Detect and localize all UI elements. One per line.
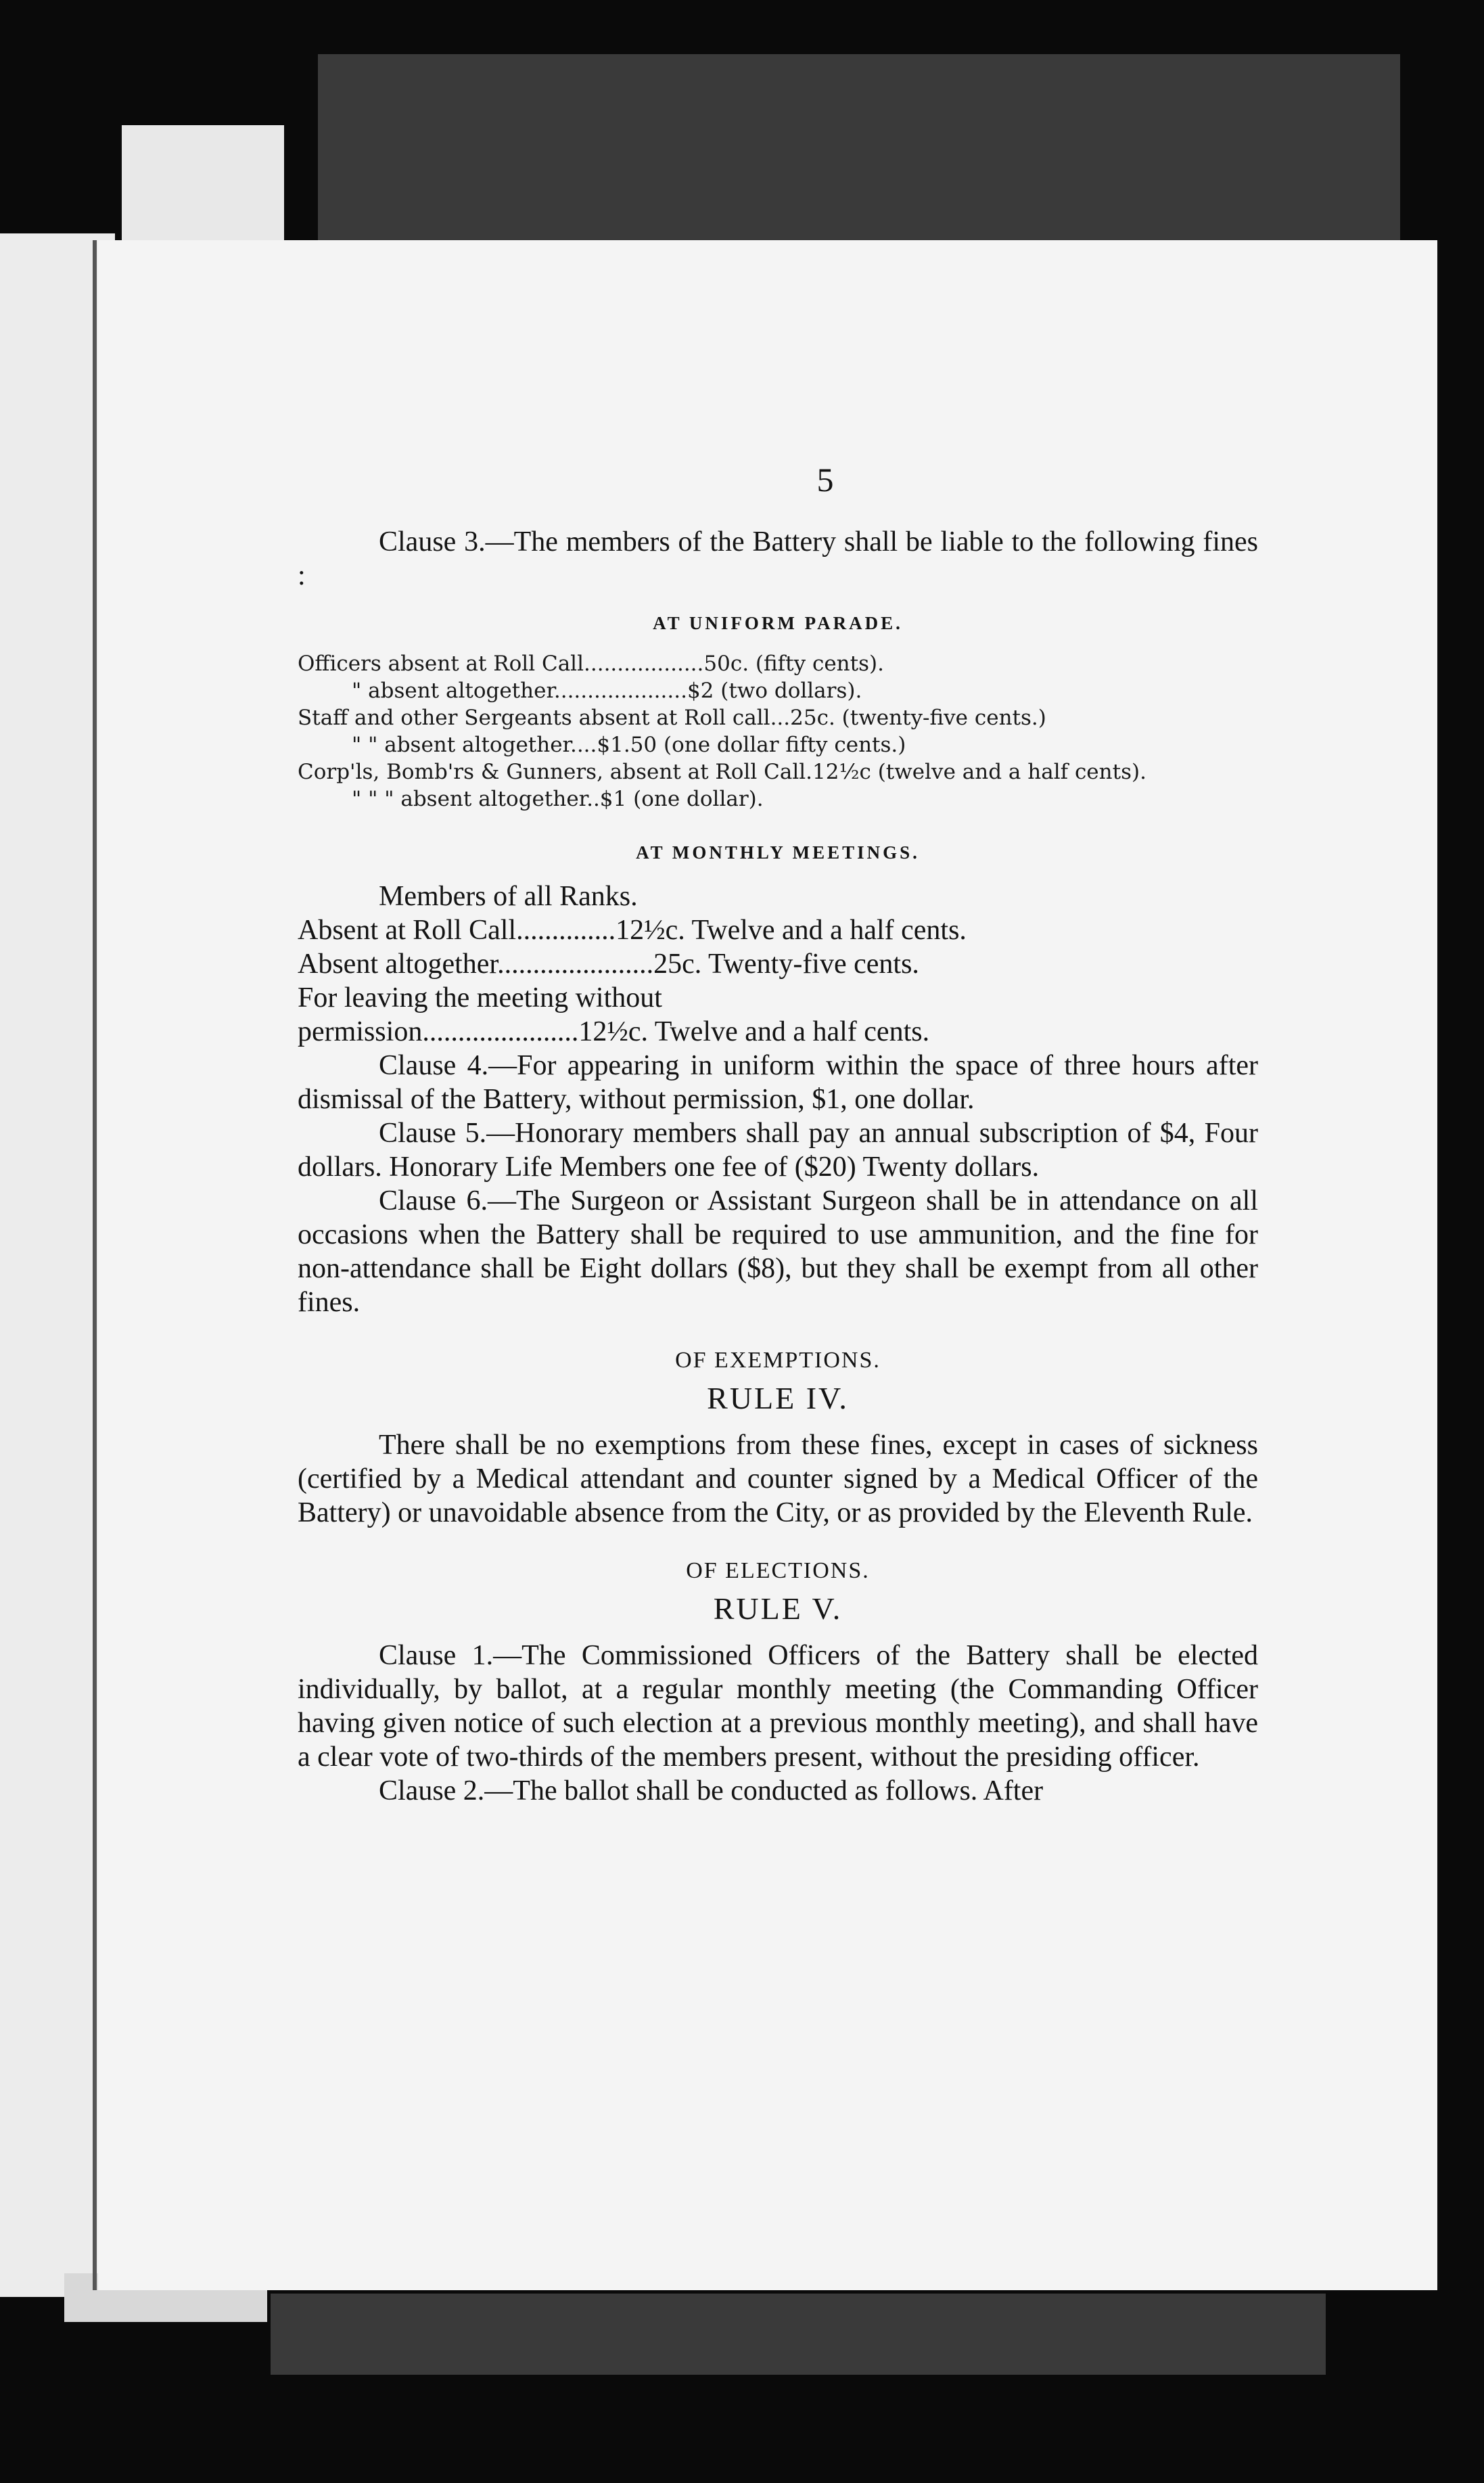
clause5: Clause 5.—Honorary members shall pay an annual subscription of $4, Four dollars. Honorary Life Members one fee of ($20) Twenty dollars. bbox=[298, 1118, 1258, 1183]
monthly-fine-line: For leaving the meeting without bbox=[298, 982, 662, 1013]
monthly-fine-line: Absent altogether......................25c. Twenty-five cents. bbox=[298, 949, 919, 980]
rule5-heading: RULE V. bbox=[713, 1591, 843, 1626]
exemptions-heading: OF EXEMPTIONS. bbox=[675, 1348, 881, 1373]
monthly-fine-line: Absent at Roll Call..............12½c. Twelve and a half cents. bbox=[298, 915, 967, 946]
backdrop-top bbox=[318, 54, 1400, 257]
backdrop-bottom bbox=[271, 2294, 1326, 2375]
page-number: 5 bbox=[816, 461, 834, 499]
rule5-clause2: Clause 2.—The ballot shall be conducted as follows. After bbox=[379, 1775, 1044, 1806]
rule5-clause1: Clause 1.—The Commissioned Officers of the Battery shall be elected individually, by ballot, at a regular monthly meeting (the Commanding Officer having given notice of such election at a previous monthly meeting), and shall have a clear vote of two-thirds of the members present, without the presiding officer. bbox=[298, 1640, 1258, 1773]
fine-line: Officers absent at Roll Call..................50c. (fifty cents). bbox=[298, 652, 884, 676]
fine-line: " absent altogether....................$2 (two dollars). bbox=[352, 679, 862, 703]
monthly-lead: Members of all Ranks. bbox=[379, 881, 638, 912]
rule4-heading: RULE IV. bbox=[707, 1381, 849, 1415]
monthly-meetings-heading: AT MONTHLY MEETINGS. bbox=[636, 842, 920, 863]
monthly-fine-line: permission......................12½c. Twelve and a half cents. bbox=[298, 1016, 930, 1047]
elections-heading: OF ELECTIONS. bbox=[686, 1558, 870, 1583]
binding-tab-top bbox=[122, 125, 284, 244]
clause4: Clause 4.—For appearing in uniform within the space of three hours after dismissal of the Battery, without permission, $1, one dollar. bbox=[298, 1050, 1258, 1115]
fine-line: Corp'ls, Bomb'rs & Gunners, absent at Roll Call.12½c (twelve and a half cents). bbox=[298, 760, 1146, 784]
clause3-intro: Clause 3.—The members of the Battery shall be liable to the following fines : bbox=[298, 526, 1258, 591]
fine-line: " " " absent altogether..$1 (one dollar). bbox=[352, 787, 764, 811]
uniform-parade-heading: AT UNIFORM PARADE. bbox=[653, 613, 903, 633]
fine-line: " " absent altogether....$1.50 (one dollar fifty cents.) bbox=[352, 733, 906, 757]
rule4-text: There shall be no exemptions from these fines, except in cases of sickness (certified by a Medical attendant and counter signed by a Medical Officer of the Battery) or unavoidable absence from the City, or as provided by the Eleventh Rule. bbox=[298, 1430, 1258, 1528]
clause6: Clause 6.—The Surgeon or Assistant Surgeon shall be in attendance on all occasions when the Battery shall be required to use ammunition, and the fine for non-attendance shall be Eight dollars ($8), but they shall be exempt from all other fines. bbox=[298, 1185, 1258, 1318]
page-text bbox=[298, 460, 1258, 1808]
fine-line: Staff and other Sergeants absent at Roll call...25c. (twenty-five cents.) bbox=[298, 706, 1046, 730]
